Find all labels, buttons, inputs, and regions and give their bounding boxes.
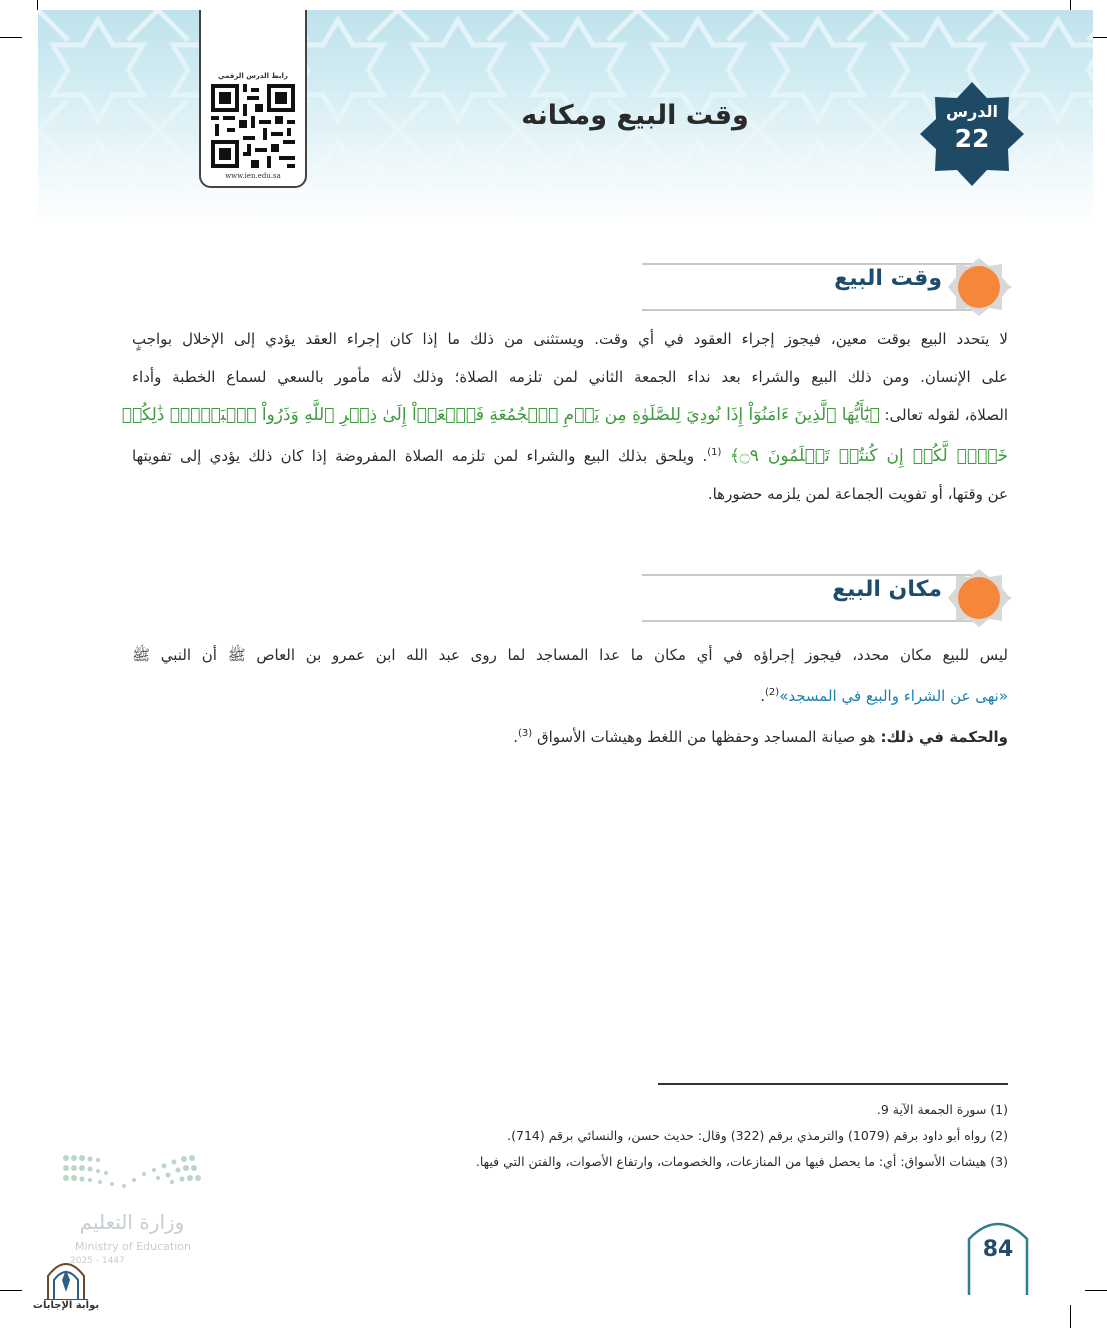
watermark-mosque-icon (30, 1256, 102, 1300)
paragraph-line: ليس للبيع مكان محدد، فيجوز إجراؤه في أي مكان ما عدا المساجد لما روى عبد الله ابن عمرو بن العاص ﷺ أن النبي ﷺ (132, 646, 1008, 664)
paragraph-line (132, 434, 1008, 475)
section-title: مكان البيع (832, 577, 942, 602)
ministry-arabic-name: وزارة التعليم (79, 1210, 185, 1234)
page-number-tab (966, 1215, 1030, 1295)
lesson-badge (920, 82, 1024, 186)
qr-url: www.ien.edu.sa (225, 172, 281, 180)
paragraph-line: عن وقتها، أو تفويت الجماعة لمن يلزمه حضورها. (707, 485, 1008, 503)
punctuation: . (513, 728, 518, 746)
wisdom-label: والحكمة في ذلك: (880, 728, 1008, 746)
quran-verse: خَيۡرٞ لَّكُمۡ إِن كُنتُمۡ تَعۡلَمُونَ ۝٩﴾ (729, 446, 1008, 466)
paragraph-line (132, 674, 1008, 715)
footnote-ref[interactable]: (1) (707, 447, 722, 458)
crop-mark (1085, 1290, 1107, 1291)
hadith-text: «نهى عن الشراء والبيع في المسجد» (779, 687, 1008, 705)
section-time-paragraph (121, 320, 1008, 513)
footnote-ref[interactable]: (3) (518, 728, 533, 739)
quran-verse: ﴿يَٰٓأَيُّهَا ٱلَّذِينَ ءَامَنُوٓاْ إِذَا نُودِيَ لِلصَّلَوٰةِ مِن يَوۡمِ ٱلۡجُمُعَةِ فَٱسۡعَوۡاْ إِلَىٰ ذِكۡرِ ٱللَّهِ وَذَرُواْ ٱلۡبَيۡعَۚ ذَٰلِكُمۡ (121, 405, 880, 425)
quran-intro: الصلاة، لقوله تعالى: (884, 406, 1008, 424)
footnote-divider (658, 1083, 1008, 1085)
footnote-ref[interactable]: (2) (765, 687, 780, 698)
crop-mark (1070, 1305, 1071, 1328)
lesson-number: 22 (954, 124, 990, 153)
ministry-dots-icon (58, 1150, 208, 1206)
footnote: (2) رواه أبو داود برقم (1079) والترمذي برقم (322) وقال: حديث حسن، والنسائي برقم (714). (507, 1128, 1008, 1143)
qr-code-icon (211, 84, 295, 168)
qr-label: رابط الدرس الرقمي (218, 72, 288, 80)
footnote: (1) سورة الجمعة الآية 9. (876, 1102, 1008, 1117)
paragraph-line (132, 715, 1008, 756)
section-place-paragraph (132, 636, 1008, 756)
crop-mark (0, 37, 22, 38)
footnote: (3) هيشات الأسواق: أي: ما يحصل فيها من المنازعات، والخصومات، وارتفاع الأصوات، والفتن التي فيها. (475, 1154, 1008, 1169)
paragraph-line: على الإنسان. ومن ذلك البيع والشراء بعد نداء الجمعة الثاني لمن تلزمه الصلاة؛ وذلك لأنه مأمور بالسعي لسماع الخطبة وأداء (132, 368, 1008, 386)
paragraph-text: . ويلحق بذلك البيع والشراء لمن تلزمه الصلاة المفروضة إذا كان ذلك يؤدي إلى تفويتها (132, 447, 708, 465)
section-star-icon (632, 567, 1012, 629)
punctuation: . (760, 687, 765, 705)
paragraph-line (121, 396, 1008, 434)
watermark[interactable] (30, 1256, 110, 1320)
crop-mark (37, 0, 38, 10)
lesson-label: الدرس (945, 102, 999, 121)
qr-card[interactable] (199, 10, 307, 188)
crop-mark (0, 1290, 22, 1291)
section-title: وقت البيع (834, 266, 942, 291)
paragraph-line: لا يتحدد البيع بوقت معين، فيجوز إجراء العقود في أي وقت. ويستثنى من ذلك ما إذا كان إجراء العقد يؤدي إلى الإخلال بواجبٍ (132, 330, 1008, 348)
page-number: 84 (982, 1237, 1014, 1262)
page-title: وقت البيع ومكانه (521, 100, 749, 131)
ministry-english-name: Ministry of Education (74, 1240, 191, 1253)
ministry-year: 2025 - 1447 (70, 1256, 125, 1266)
watermark-text: بوابة الإجابات (32, 1300, 100, 1311)
section-star-icon (632, 256, 1012, 318)
section-heading-place (632, 567, 1012, 627)
section-heading-time (632, 256, 1012, 316)
wisdom-text: هو صيانة المساجد وحفظها من اللغط وهيشات الأسواق (536, 728, 876, 746)
